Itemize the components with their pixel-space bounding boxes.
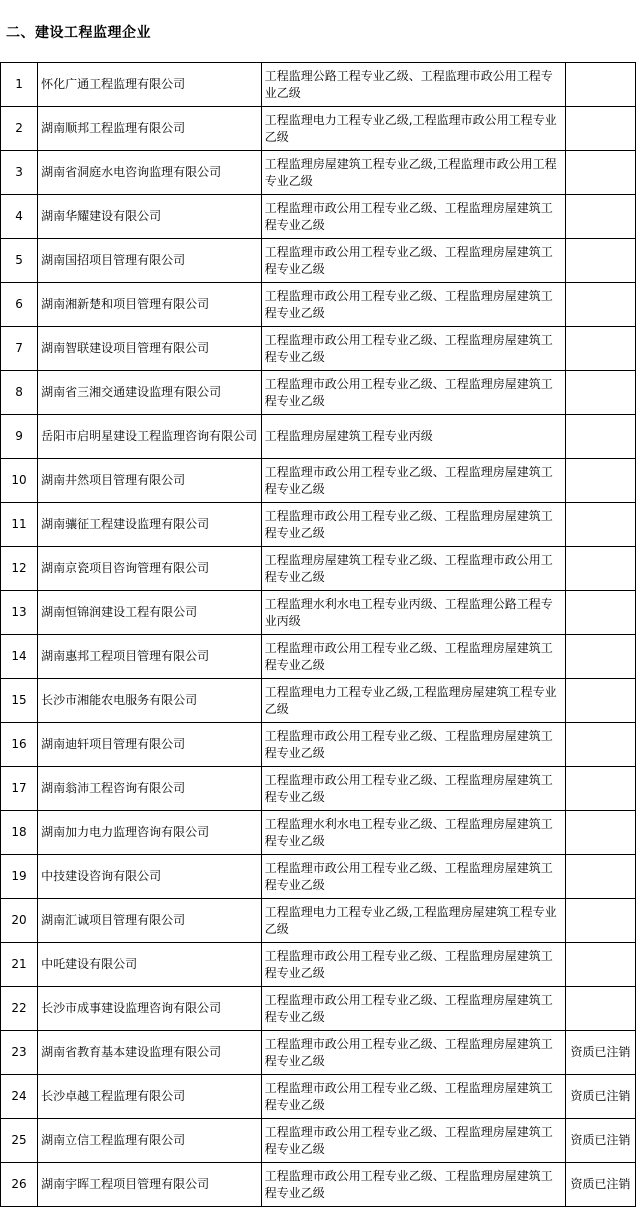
row-number: 11 bbox=[1, 503, 38, 547]
status-note bbox=[565, 767, 635, 811]
company-name: 长沙市湘能农电服务有限公司 bbox=[38, 679, 262, 723]
table-row bbox=[1, 987, 636, 1031]
status-note: 资质已注销 bbox=[565, 1119, 635, 1163]
table-row bbox=[1, 371, 636, 415]
table-row bbox=[1, 767, 636, 811]
company-name: 湖南骧征工程建设监理有限公司 bbox=[38, 503, 262, 547]
status-note bbox=[565, 679, 635, 723]
table-row bbox=[1, 327, 636, 371]
status-note bbox=[565, 283, 635, 327]
table-row bbox=[1, 195, 636, 239]
status-note bbox=[565, 415, 635, 459]
row-number: 8 bbox=[1, 371, 38, 415]
company-name: 岳阳市启明星建设工程监理咨询有限公司 bbox=[38, 415, 262, 459]
row-number: 4 bbox=[1, 195, 38, 239]
status-note: 资质已注销 bbox=[565, 1163, 635, 1207]
table-row bbox=[1, 635, 636, 679]
qualification: 工程监理市政公用工程专业乙级、工程监理房屋建筑工程专业乙级 bbox=[261, 723, 565, 767]
table-row bbox=[1, 503, 636, 547]
qualification: 工程监理市政公用工程专业乙级、工程监理房屋建筑工程专业乙级 bbox=[261, 1119, 565, 1163]
qualification: 工程监理市政公用工程专业乙级、工程监理房屋建筑工程专业乙级 bbox=[261, 987, 565, 1031]
company-name: 湖南京瓷项目咨询管理有限公司 bbox=[38, 547, 262, 591]
table-row bbox=[1, 107, 636, 151]
table-row bbox=[1, 723, 636, 767]
row-number: 5 bbox=[1, 239, 38, 283]
company-name: 湖南智联建设项目管理有限公司 bbox=[38, 327, 262, 371]
status-note bbox=[565, 195, 635, 239]
company-name: 长沙市成事建设监理咨询有限公司 bbox=[38, 987, 262, 1031]
qualification: 工程监理市政公用工程专业乙级、工程监理房屋建筑工程专业乙级 bbox=[261, 1163, 565, 1207]
row-number: 23 bbox=[1, 1031, 38, 1075]
company-name: 湖南立信工程监理有限公司 bbox=[38, 1119, 262, 1163]
table-row bbox=[1, 1075, 636, 1119]
table-row bbox=[1, 899, 636, 943]
status-note bbox=[565, 327, 635, 371]
status-note bbox=[565, 591, 635, 635]
company-name: 湖南惠邦工程项目管理有限公司 bbox=[38, 635, 262, 679]
table-row bbox=[1, 415, 636, 459]
qualification: 工程监理市政公用工程专业乙级、工程监理房屋建筑工程专业乙级 bbox=[261, 371, 565, 415]
qualification: 工程监理房屋建筑工程专业乙级,工程监理市政公用工程专业乙级 bbox=[261, 151, 565, 195]
status-note bbox=[565, 723, 635, 767]
company-name: 湖南恒锦润建设工程有限公司 bbox=[38, 591, 262, 635]
row-number: 25 bbox=[1, 1119, 38, 1163]
status-note bbox=[565, 635, 635, 679]
company-name: 湖南加力电力监理咨询有限公司 bbox=[38, 811, 262, 855]
company-name: 湖南汇诚项目管理有限公司 bbox=[38, 899, 262, 943]
qualification: 工程监理市政公用工程专业乙级、工程监理房屋建筑工程专业乙级 bbox=[261, 767, 565, 811]
table-row bbox=[1, 283, 636, 327]
qualification: 工程监理房屋建筑工程专业丙级 bbox=[261, 415, 565, 459]
qualification: 工程监理市政公用工程专业乙级、工程监理房屋建筑工程专业乙级 bbox=[261, 327, 565, 371]
table-row bbox=[1, 591, 636, 635]
status-note bbox=[565, 151, 635, 195]
qualification: 工程监理市政公用工程专业乙级、工程监理房屋建筑工程专业乙级 bbox=[261, 635, 565, 679]
status-note bbox=[565, 811, 635, 855]
table-row bbox=[1, 239, 636, 283]
company-name: 中技建设咨询有限公司 bbox=[38, 855, 262, 899]
company-name: 中吒建设有限公司 bbox=[38, 943, 262, 987]
table-row bbox=[1, 547, 636, 591]
status-note bbox=[565, 503, 635, 547]
enterprise-table bbox=[0, 62, 636, 1207]
qualification: 工程监理水利水电工程专业乙级、工程监理房屋建筑工程专业乙级 bbox=[261, 811, 565, 855]
qualification: 工程监理市政公用工程专业乙级、工程监理房屋建筑工程专业乙级 bbox=[261, 239, 565, 283]
company-name: 湖南迪轩项目管理有限公司 bbox=[38, 723, 262, 767]
status-note: 资质已注销 bbox=[565, 1075, 635, 1119]
table-row bbox=[1, 811, 636, 855]
section-title: 二、建设工程监理企业 bbox=[6, 25, 151, 41]
company-name: 湖南宇晖工程项目管理有限公司 bbox=[38, 1163, 262, 1207]
qualification: 工程监理市政公用工程专业乙级、工程监理房屋建筑工程专业乙级 bbox=[261, 855, 565, 899]
row-number: 1 bbox=[1, 63, 38, 107]
table-row bbox=[1, 943, 636, 987]
table-row bbox=[1, 63, 636, 107]
table-row bbox=[1, 1031, 636, 1075]
qualification: 工程监理电力工程专业乙级,工程监理房屋建筑工程专业乙级 bbox=[261, 679, 565, 723]
row-number: 17 bbox=[1, 767, 38, 811]
table-row bbox=[1, 855, 636, 899]
status-note bbox=[565, 899, 635, 943]
company-name: 湖南翁沛工程咨询有限公司 bbox=[38, 767, 262, 811]
qualification: 工程监理市政公用工程专业乙级、工程监理房屋建筑工程专业乙级 bbox=[261, 283, 565, 327]
table-row bbox=[1, 459, 636, 503]
company-name: 长沙卓越工程监理有限公司 bbox=[38, 1075, 262, 1119]
row-number: 2 bbox=[1, 107, 38, 151]
row-number: 10 bbox=[1, 459, 38, 503]
table-row bbox=[1, 679, 636, 723]
row-number: 7 bbox=[1, 327, 38, 371]
status-note bbox=[565, 239, 635, 283]
company-name: 湖南省三湘交通建设监理有限公司 bbox=[38, 371, 262, 415]
row-number: 12 bbox=[1, 547, 38, 591]
qualification: 工程监理市政公用工程专业乙级、工程监理房屋建筑工程专业乙级 bbox=[261, 943, 565, 987]
enterprise-table-body bbox=[1, 63, 636, 1207]
qualification: 工程监理市政公用工程专业乙级、工程监理房屋建筑工程专业乙级 bbox=[261, 195, 565, 239]
qualification: 工程监理房屋建筑工程专业乙级、工程监理市政公用工程专业乙级 bbox=[261, 547, 565, 591]
qualification: 工程监理公路工程专业乙级、工程监理市政公用工程专业乙级 bbox=[261, 63, 565, 107]
table-row bbox=[1, 1119, 636, 1163]
qualification: 工程监理电力工程专业乙级,工程监理市政公用工程专业乙级 bbox=[261, 107, 565, 151]
qualification: 工程监理水利水电工程专业丙级、工程监理公路工程专业丙级 bbox=[261, 591, 565, 635]
status-note bbox=[565, 943, 635, 987]
status-note bbox=[565, 459, 635, 503]
qualification: 工程监理市政公用工程专业乙级、工程监理房屋建筑工程专业乙级 bbox=[261, 459, 565, 503]
row-number: 18 bbox=[1, 811, 38, 855]
table-row bbox=[1, 151, 636, 195]
status-note bbox=[565, 371, 635, 415]
company-name: 怀化广通工程监理有限公司 bbox=[38, 63, 262, 107]
company-name: 湖南华耀建设有限公司 bbox=[38, 195, 262, 239]
row-number: 9 bbox=[1, 415, 38, 459]
row-number: 24 bbox=[1, 1075, 38, 1119]
row-number: 15 bbox=[1, 679, 38, 723]
row-number: 16 bbox=[1, 723, 38, 767]
status-note bbox=[565, 63, 635, 107]
qualification: 工程监理电力工程专业乙级,工程监理房屋建筑工程专业乙级 bbox=[261, 899, 565, 943]
row-number: 3 bbox=[1, 151, 38, 195]
row-number: 6 bbox=[1, 283, 38, 327]
row-number: 13 bbox=[1, 591, 38, 635]
company-name: 湖南湘新楚和项目管理有限公司 bbox=[38, 283, 262, 327]
company-name: 湖南国招项目管理有限公司 bbox=[38, 239, 262, 283]
company-name: 湖南井然项目管理有限公司 bbox=[38, 459, 262, 503]
row-number: 21 bbox=[1, 943, 38, 987]
status-note: 资质已注销 bbox=[565, 1031, 635, 1075]
status-note bbox=[565, 987, 635, 1031]
table-row bbox=[1, 1163, 636, 1207]
row-number: 22 bbox=[1, 987, 38, 1031]
company-name: 湖南省洞庭水电咨询监理有限公司 bbox=[38, 151, 262, 195]
row-number: 26 bbox=[1, 1163, 38, 1207]
row-number: 20 bbox=[1, 899, 38, 943]
qualification: 工程监理市政公用工程专业乙级、工程监理房屋建筑工程专业乙级 bbox=[261, 503, 565, 547]
row-number: 19 bbox=[1, 855, 38, 899]
company-name: 湖南省教育基本建设监理有限公司 bbox=[38, 1031, 262, 1075]
status-note bbox=[565, 547, 635, 591]
company-name: 湖南顺邦工程监理有限公司 bbox=[38, 107, 262, 151]
status-note bbox=[565, 855, 635, 899]
row-number: 14 bbox=[1, 635, 38, 679]
status-note bbox=[565, 107, 635, 151]
qualification: 工程监理市政公用工程专业乙级、工程监理房屋建筑工程专业乙级 bbox=[261, 1075, 565, 1119]
qualification: 工程监理市政公用工程专业乙级、工程监理房屋建筑工程专业乙级 bbox=[261, 1031, 565, 1075]
